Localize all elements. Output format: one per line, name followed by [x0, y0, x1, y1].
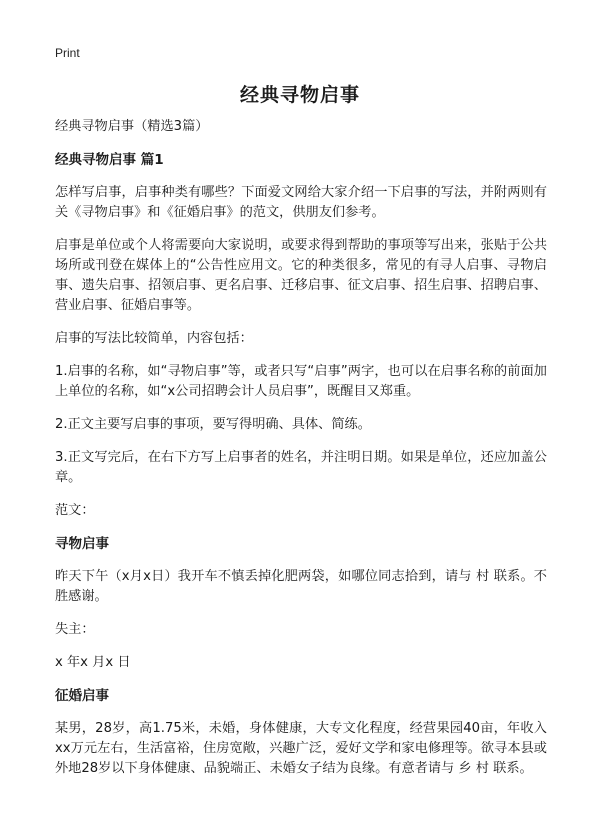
paragraph: 怎样写启事，启事种类有哪些？下面爱文网给大家介绍一下启事的写法，并附两则有关《寻物启事》和《征婚启事》的范文，供朋友们参考。 [55, 185, 547, 220]
paragraph: 范文： [55, 503, 95, 518]
list-item-1: 1.启事的名称，如“寻物启事”等，或者只写“启事”两字，也可以在启事名称的前面加上单位的名称，如“x公司招聘会计人员启事”，既醒目又郑重。 [55, 364, 547, 399]
list-item-2: 2.正文主要写启事的事项，要写得明确、具体、简练。 [55, 417, 371, 432]
section-heading-1: 经典寻物启事 篇1 [55, 152, 164, 168]
document-body [55, 117, 547, 792]
paragraph: 启事是单位或个人将需要向大家说明，或要求得到帮助的事项等写出来，张贴于公共场所或刊登在媒体上的“公告性应用文。它的种类很多，常见的有寻人启事、寻物启事、遗失启事、招领启事、更名启事、迁移启事、征文启事、招生启事、招聘启事、营业启事、征婚启事等。 [55, 238, 547, 313]
paragraph: 某男，28岁，高1.75米，未婚，身体健康，大专文化程度，经营果园40亩，年收入xx万元左右，生活富裕，住房宽敞，兴趣广泛，爱好文学和家电修理等。欲寻本县或外地28岁以下身体健康、品貌端正、未婚女子结为良缘。有意者请与 乡 村 联系。 [55, 721, 547, 776]
paragraph: 昨天下午（x月x日）我开车不慎丢掉化肥两袋，如哪位同志拾到，请与 村 联系。不胜感谢。 [55, 569, 547, 604]
print-link[interactable]: Print [55, 46, 80, 60]
list-item-3: 3.正文写完后，在右下方写上启事者的姓名，并注明日期。如果是单位，还应加盖公章。 [55, 450, 547, 485]
section-heading-lost-item: 寻物启事 [55, 536, 109, 552]
date-line: x 年x 月x 日 [55, 655, 131, 670]
document-title: 经典寻物启事 [239, 84, 360, 106]
section-heading-marriage: 征婚启事 [55, 688, 109, 704]
paragraph: 启事的写法比较简单，内容包括： [55, 331, 253, 346]
document-subtitle: 经典寻物启事（精选3篇） [55, 119, 209, 134]
signature-line: 失主： [55, 622, 95, 637]
